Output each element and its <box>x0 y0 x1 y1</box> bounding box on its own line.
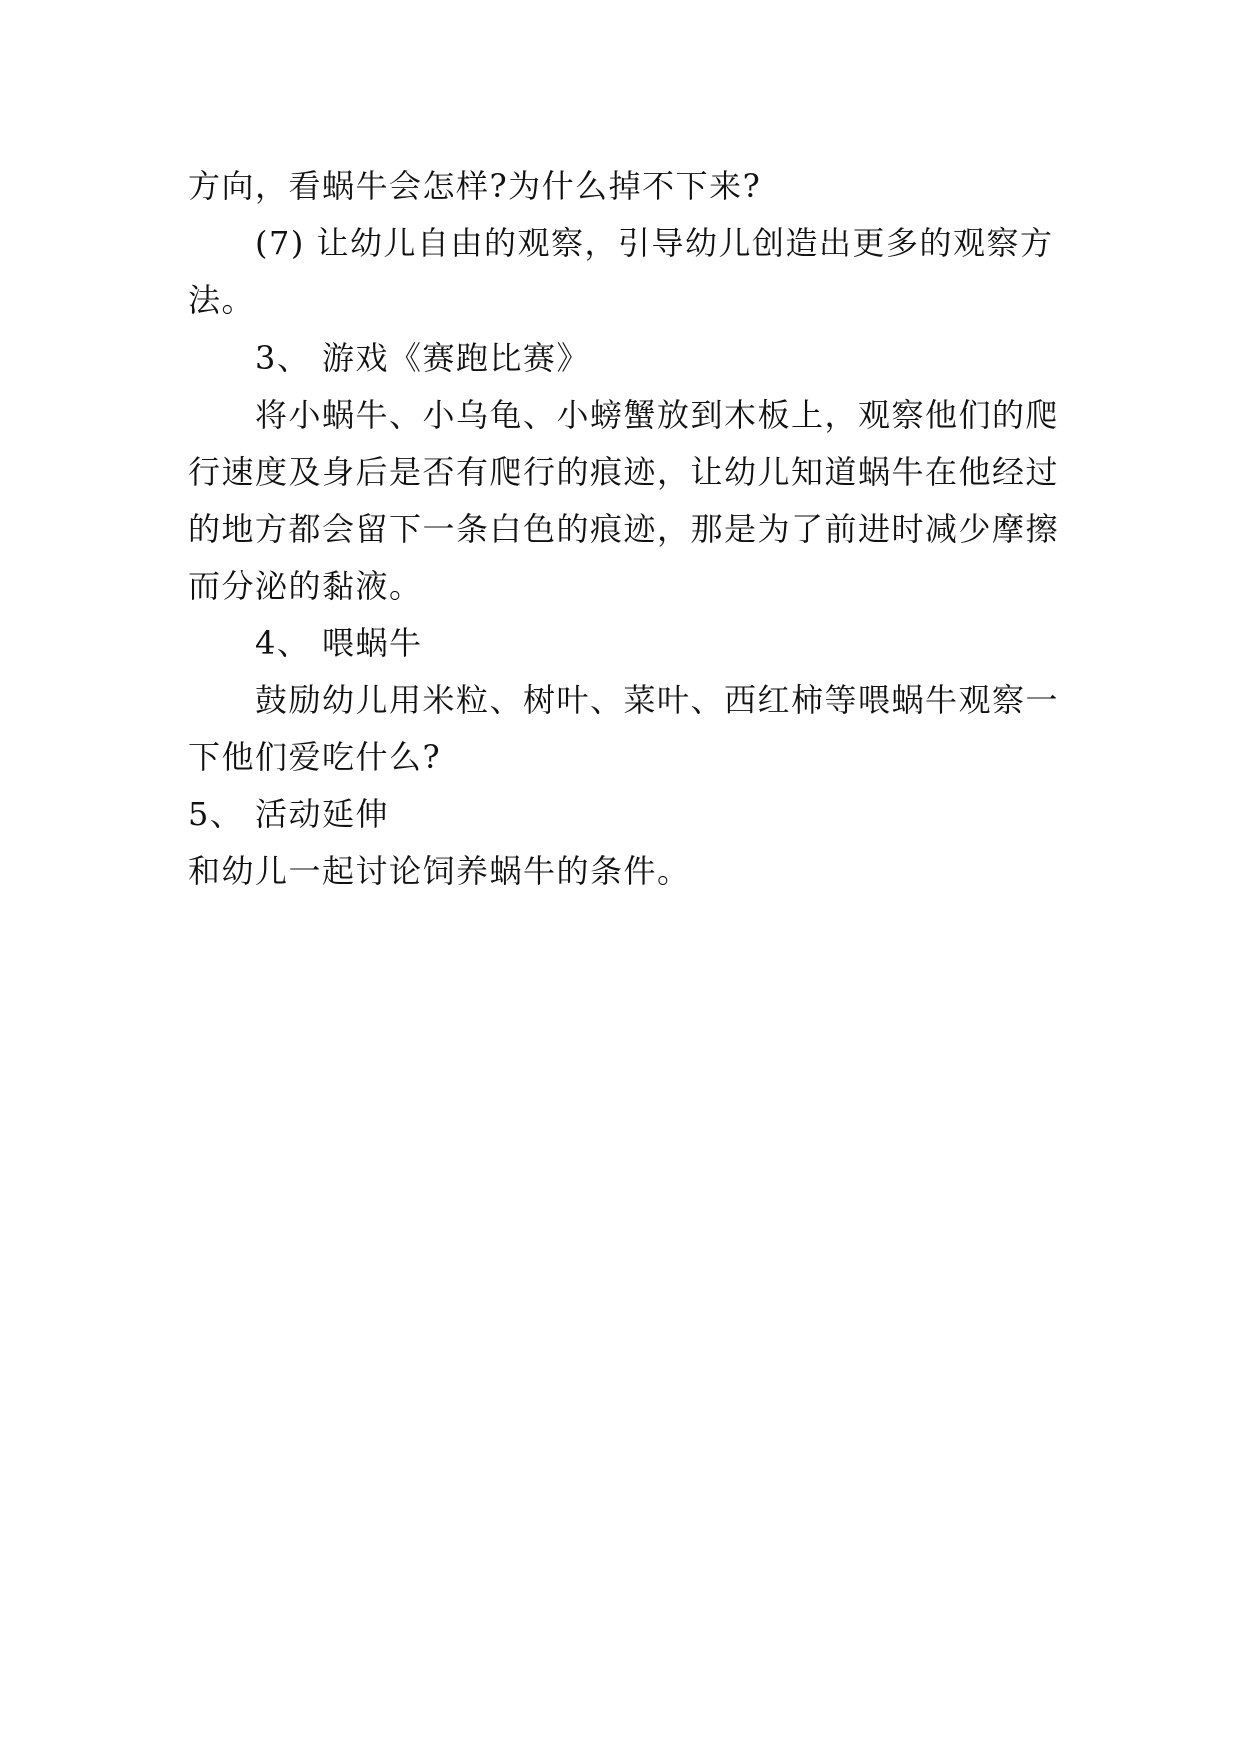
text-line: 下他们爱吃什么? <box>188 738 442 776</box>
text-line: 而分泌的黏液。 <box>188 567 423 605</box>
text-line: 将小蜗牛、小乌龟、小螃蟹放到木板上，观察他们的爬 <box>255 396 1060 434</box>
section-heading: 5、 活动延伸 <box>188 795 390 833</box>
section-heading: 4、 喂蜗牛 <box>255 624 423 662</box>
text-line: 行速度及身后是否有爬行的痕迹，让幼儿知道蜗牛在他经过 <box>188 453 1060 491</box>
text-line: 法。 <box>188 281 256 319</box>
text-line: 的地方都会留下一条白色的痕迹，那是为了前进时减少摩擦 <box>188 510 1060 548</box>
section-heading: 3、 游戏《赛跑比赛》 <box>255 339 591 377</box>
text-line: 鼓励幼儿用米粒、树叶、菜叶、西红柿等喂蜗牛观察一 <box>255 681 1060 719</box>
text-line: 方向，看蜗牛会怎样?为什么掉不下来? <box>188 167 762 205</box>
text-line: 和幼儿一起讨论饲养蜗牛的条件。 <box>188 852 691 890</box>
text-line: (7) 让幼儿自由的观察，引导幼儿创造出更多的观察方 <box>255 224 1054 262</box>
